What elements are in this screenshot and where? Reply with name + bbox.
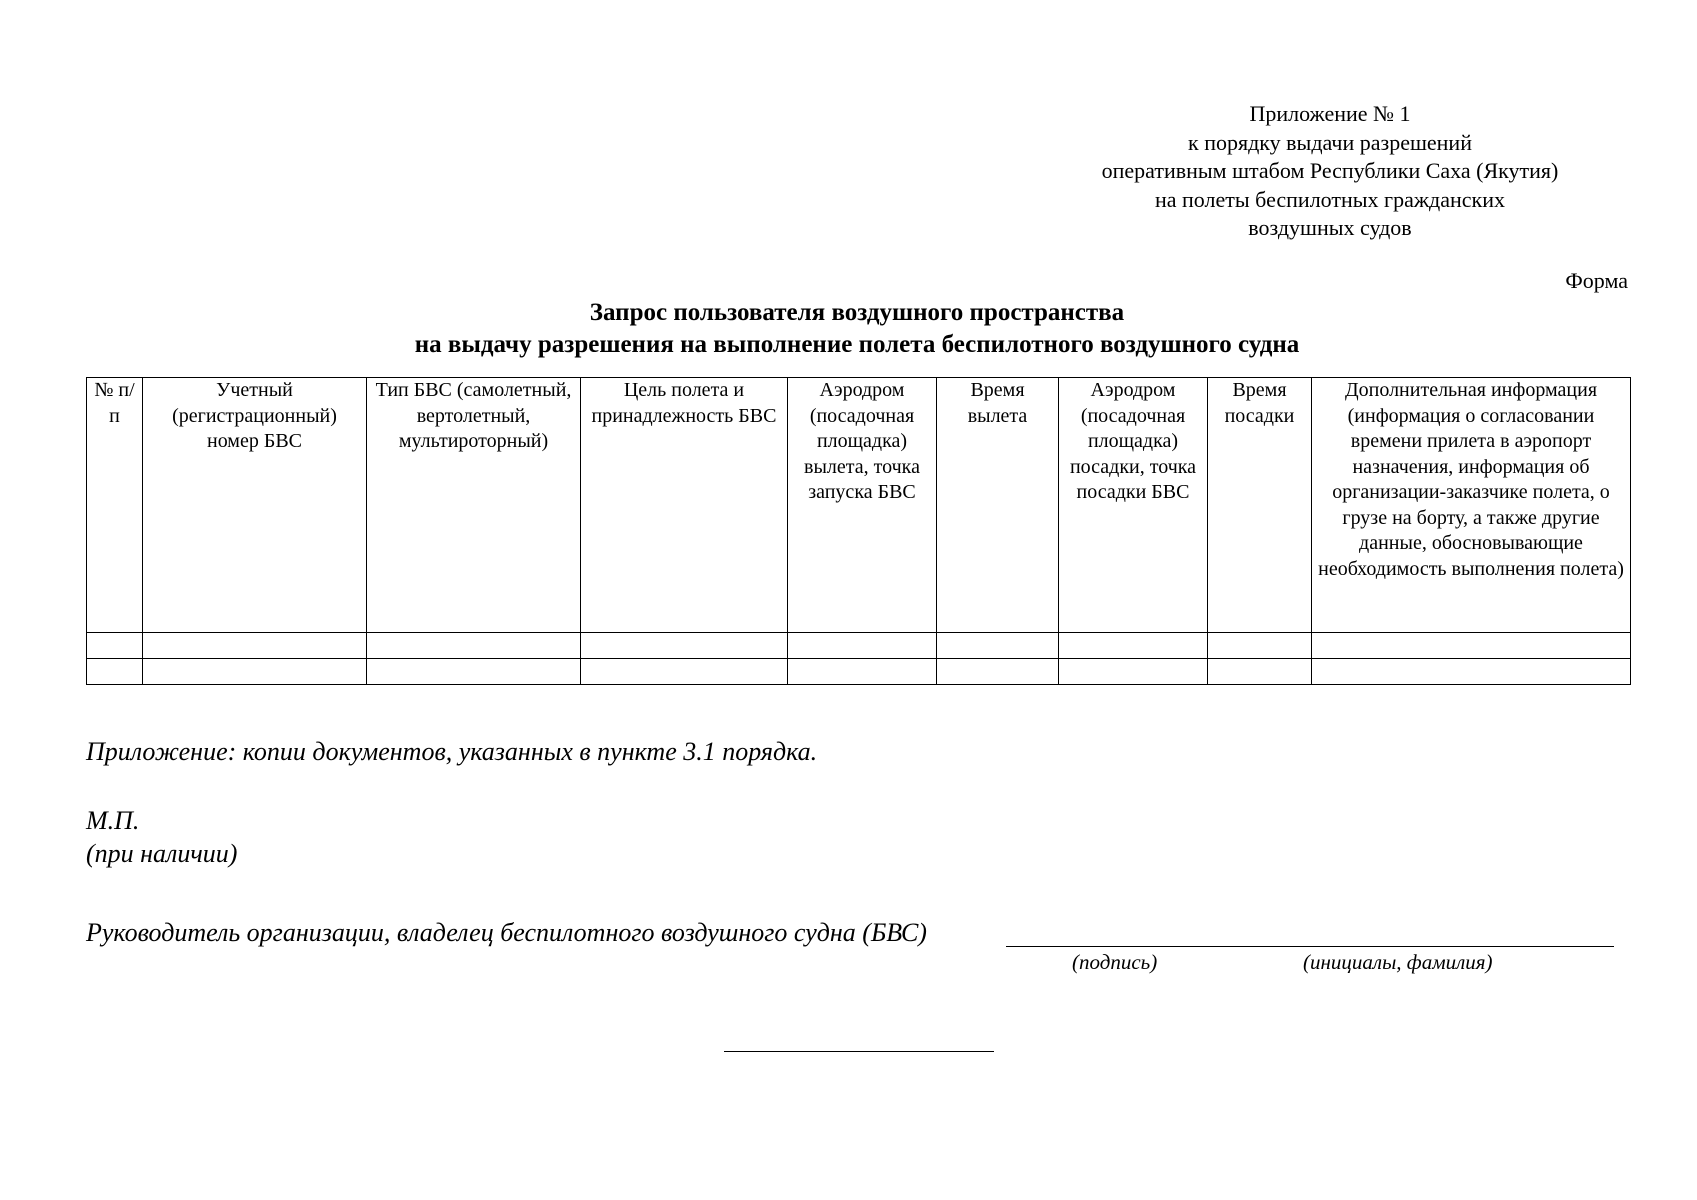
table-cell[interactable] — [788, 659, 937, 685]
title-line-1: Запрос пользователя воздушного пространства — [589, 299, 1125, 326]
header-departure-aerodrome: Аэродром (посадочная площадка) вылета, точка запуска БВС — [788, 378, 937, 633]
document-title — [86, 297, 1628, 361]
table-cell[interactable] — [581, 633, 788, 659]
annex-reference — [1050, 100, 1610, 243]
request-table — [86, 377, 1631, 685]
stamp-block — [86, 804, 237, 870]
table-cell[interactable] — [1312, 659, 1631, 685]
table-cell[interactable] — [87, 659, 143, 685]
annex-line: Приложение № 1 — [1249, 101, 1411, 126]
table-cell[interactable] — [1208, 659, 1312, 685]
annex-line: воздушных судов — [1248, 215, 1412, 240]
table-cell[interactable] — [937, 659, 1059, 685]
header-flight-purpose: Цель полета и принадлежность БВС — [581, 378, 788, 633]
table-row — [87, 633, 1631, 659]
header-landing-aerodrome: Аэродром (посадочная площадка) посадки, точка посадки БВС — [1059, 378, 1208, 633]
table-header-row — [87, 378, 1631, 633]
title-line-2: на выдачу разрешения на выполнение полета беспилотного воздушного судна — [414, 331, 1300, 358]
table-cell[interactable] — [367, 659, 581, 685]
table-cell[interactable] — [87, 633, 143, 659]
table-cell[interactable] — [143, 659, 367, 685]
table-row — [87, 659, 1631, 685]
stamp-note: (при наличии) — [86, 839, 238, 868]
stamp-label: М.П. — [86, 806, 140, 835]
table-cell[interactable] — [581, 659, 788, 685]
table-cell[interactable] — [1208, 633, 1312, 659]
annex-line: к порядку выдачи разрешений — [1188, 129, 1472, 155]
header-registration-number: Учетный (регистрационный) номер БВС — [143, 378, 367, 633]
signature-caption: (подпись) — [1072, 950, 1158, 974]
header-number: № п/п — [87, 378, 143, 633]
signatory-label: Руководитель организации, владелец беспилотного воздушного судна (БВС) — [86, 918, 927, 947]
header-departure-time: Время вылета — [937, 378, 1059, 633]
header-landing-time: Время посадки — [1208, 378, 1312, 633]
table-cell[interactable] — [367, 633, 581, 659]
attachment-note: Приложение: копии документов, указанных в пункте 3.1 порядка. — [86, 737, 818, 766]
name-caption: (инициалы, фамилия) — [1303, 950, 1493, 974]
table-cell[interactable] — [937, 633, 1059, 659]
annex-line: оперативным штабом Республики Саха (Якутия) — [1101, 158, 1559, 183]
table-cell[interactable] — [1059, 633, 1208, 659]
header-uav-type: Тип БВС (самолетный, вертолетный, мультироторный) — [367, 378, 581, 633]
table-cell[interactable] — [788, 633, 937, 659]
signature-line[interactable] — [1006, 946, 1614, 947]
header-additional-info: Дополнительная информация (информация о согласовании времени прилета в аэропорт назначения, информация об организации-заказчике полета, о грузе на борту, а также другие данные, обосновывающие необходимость выполнения полета) — [1312, 378, 1631, 633]
date-line[interactable] — [724, 1051, 994, 1052]
annex-line: на полеты беспилотных гражданских — [1155, 186, 1505, 212]
table-cell[interactable] — [1312, 633, 1631, 659]
table-cell[interactable] — [1059, 659, 1208, 685]
form-label: Форма — [1565, 268, 1628, 293]
table-cell[interactable] — [143, 633, 367, 659]
